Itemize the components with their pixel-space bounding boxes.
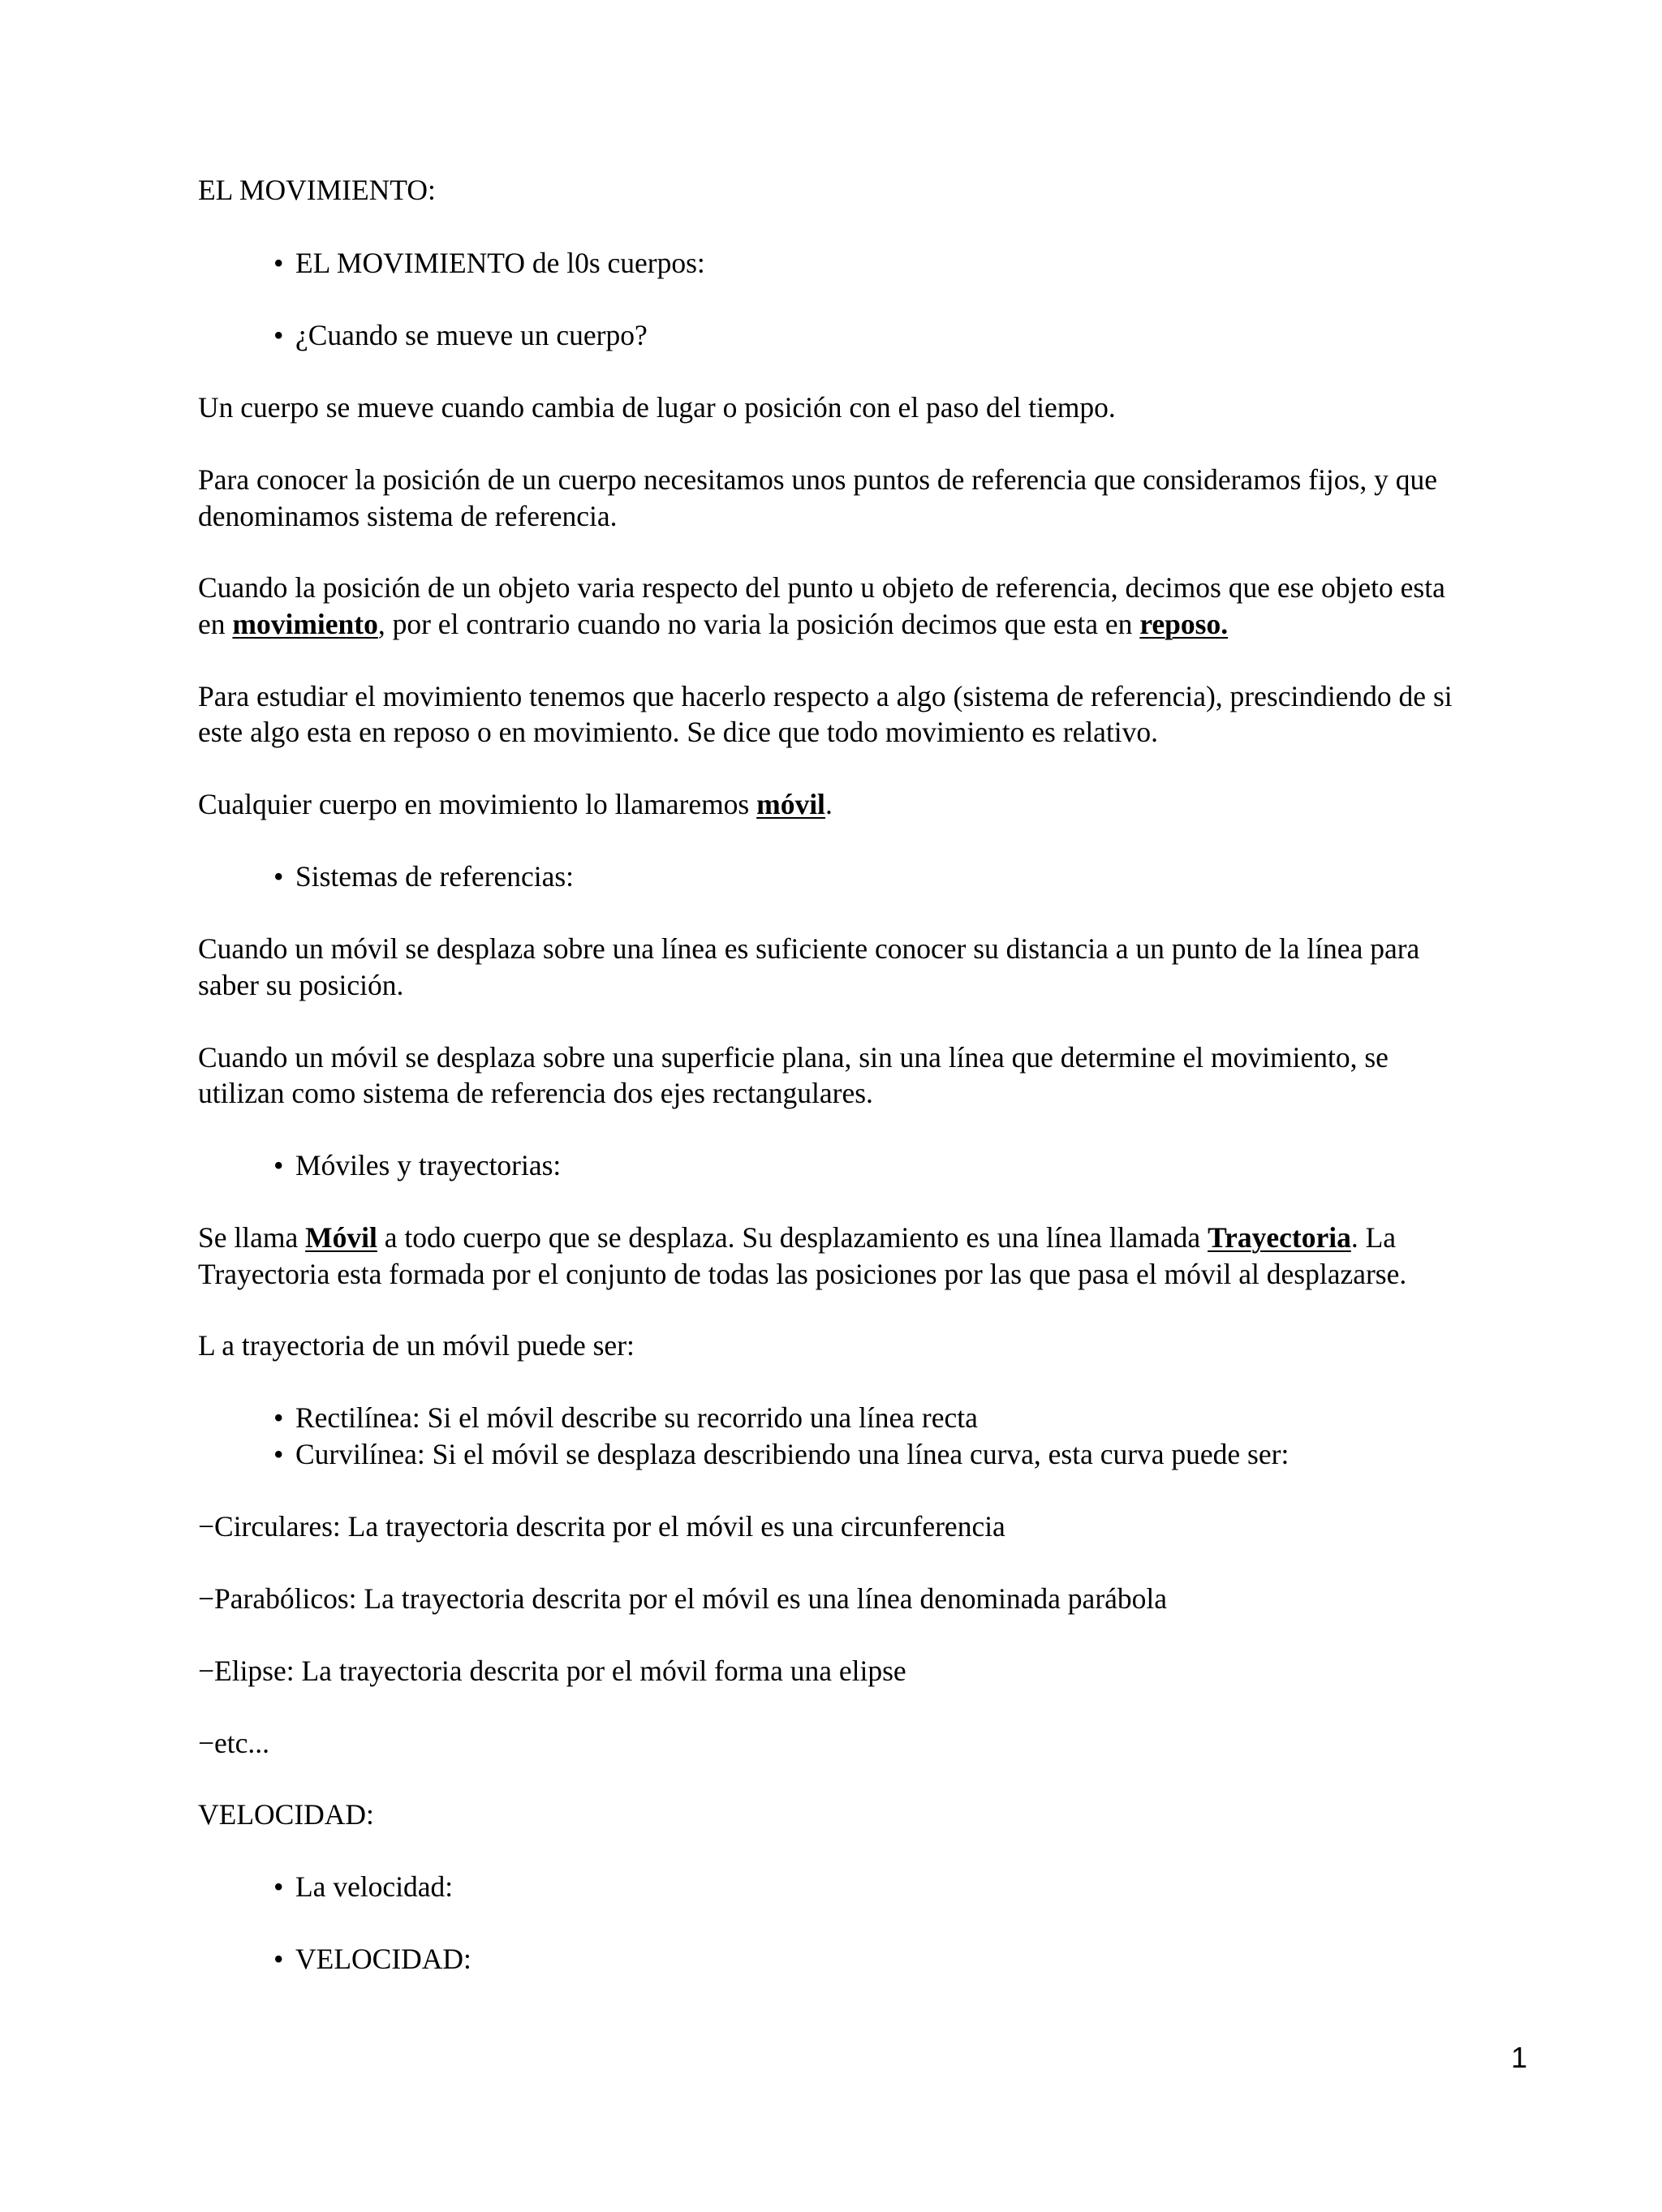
paragraph-line: Un cuerpo se mueve cuando cambia de lugar o posición con el paso del tiempo. <box>198 391 1116 424</box>
paragraph-line: este algo esta en reposo o en movimiento. Se dice que todo movimiento es relativo. <box>198 716 1159 748</box>
bullet-item-curvilinea <box>273 1436 1289 1473</box>
text-run: a todo cuerpo que se desplaza. Su desplazamiento es una línea llamada <box>377 1221 1208 1254</box>
bullet-text: Móviles y trayectorias: <box>295 1149 562 1181</box>
paragraph-line: Cuando un móvil se desplaza sobre una superficie plana, sin una línea que determine el movimiento, se <box>198 1041 1389 1074</box>
bullet-text: Curvilínea: Si el móvil se desplaza describiendo una línea curva, esta curva puede ser: <box>295 1438 1290 1470</box>
paragraph-line: L a trayectoria de un móvil puede ser: <box>198 1329 635 1362</box>
bullet-text: Rectilínea: Si el móvil describe su recorrido una línea recta <box>295 1401 978 1434</box>
bullet-text: VELOCIDAD: <box>295 1943 471 1975</box>
bullet-icon: • <box>273 860 284 893</box>
keyword-trayectoria: Trayectoria <box>1208 1221 1351 1254</box>
bullet-item-rectilinea <box>273 1400 978 1436</box>
page-number: 1 <box>1511 2041 1528 2074</box>
text-run: Se llama <box>198 1221 306 1254</box>
bullet-item-moviles <box>273 1147 561 1184</box>
paragraph-line: Cuando un móvil se desplaza sobre una línea es suficiente conocer su distancia a un punto de la línea para <box>198 932 1420 965</box>
dash-item-parabolicos: −Parabólicos: La trayectoria descrita por el móvil es una línea denominada parábola <box>198 1582 1168 1615</box>
paragraph-line: saber su posición. <box>198 969 404 1001</box>
dash-item-circulares: −Circulares: La trayectoria descrita por el móvil es una circunferencia <box>198 1510 1005 1543</box>
bullet-icon: • <box>273 1401 284 1434</box>
paragraph-line: Para conocer la posición de un cuerpo necesitamos unos puntos de referencia que consideramos fijos, y que <box>198 463 1437 496</box>
bullet-item-cuando-se-mueve <box>273 317 648 354</box>
keyword-movil-def: Móvil <box>305 1221 377 1254</box>
bullet-item-la-velocidad <box>273 1869 453 1905</box>
bullet-text: EL MOVIMIENTO de l0s cuerpos: <box>295 247 705 279</box>
dash-item-etc: −etc... <box>198 1727 270 1759</box>
paragraph-line: Trayectoria esta formada por el conjunto de todas las posiciones por las que pasa el móvil al desplazarse. <box>198 1258 1407 1290</box>
bullet-text: Sistemas de referencias: <box>295 860 575 893</box>
bullet-icon: • <box>273 1943 284 1975</box>
keyword-movil: móvil <box>756 788 825 820</box>
text-run: . <box>825 788 833 820</box>
paragraph-line: Para estudiar el movimiento tenemos que hacerlo respecto a algo (sistema de referencia), prescindiendo de si <box>198 680 1453 712</box>
paragraph-line: denominamos sistema de referencia. <box>198 500 618 532</box>
keyword-movimiento: movimiento <box>232 608 378 640</box>
paragraph-line: Cuando la posición de un objeto varia respecto del punto u objeto de referencia, decimos que ese objeto esta <box>198 571 1445 604</box>
keyword-reposo: reposo. <box>1139 608 1229 640</box>
text-run: . La <box>1350 1221 1397 1254</box>
bullet-icon: • <box>273 1149 284 1181</box>
bullet-item-sistemas <box>273 859 574 895</box>
section-heading-movimiento: EL MOVIMIENTO: <box>198 174 436 206</box>
text-run: Cualquier cuerpo en movimiento lo llamaremos <box>198 788 757 820</box>
bullet-text: La velocidad: <box>295 1870 454 1903</box>
bullet-icon: • <box>273 247 284 279</box>
paragraph-line <box>198 1220 1396 1256</box>
text-run: en <box>198 608 233 640</box>
bullet-icon: • <box>273 1870 284 1903</box>
paragraph-line <box>198 606 1228 643</box>
paragraph-line: utilizan como sistema de referencia dos ejes rectangulares. <box>198 1077 873 1109</box>
dash-item-elipse: −Elipse: La trayectoria descrita por el móvil forma una elipse <box>198 1655 906 1687</box>
text-run: , por el contrario cuando no varia la posición decimos que esta en <box>377 608 1140 640</box>
bullet-text: ¿Cuando se mueve un cuerpo? <box>295 319 648 351</box>
bullet-icon: • <box>273 1438 284 1470</box>
paragraph-line <box>198 786 833 823</box>
bullet-icon: • <box>273 319 284 351</box>
bullet-item-movimiento-cuerpos <box>273 245 705 282</box>
bullet-item-velocidad <box>273 1941 471 1977</box>
section-heading-velocidad: VELOCIDAD: <box>198 1798 374 1831</box>
